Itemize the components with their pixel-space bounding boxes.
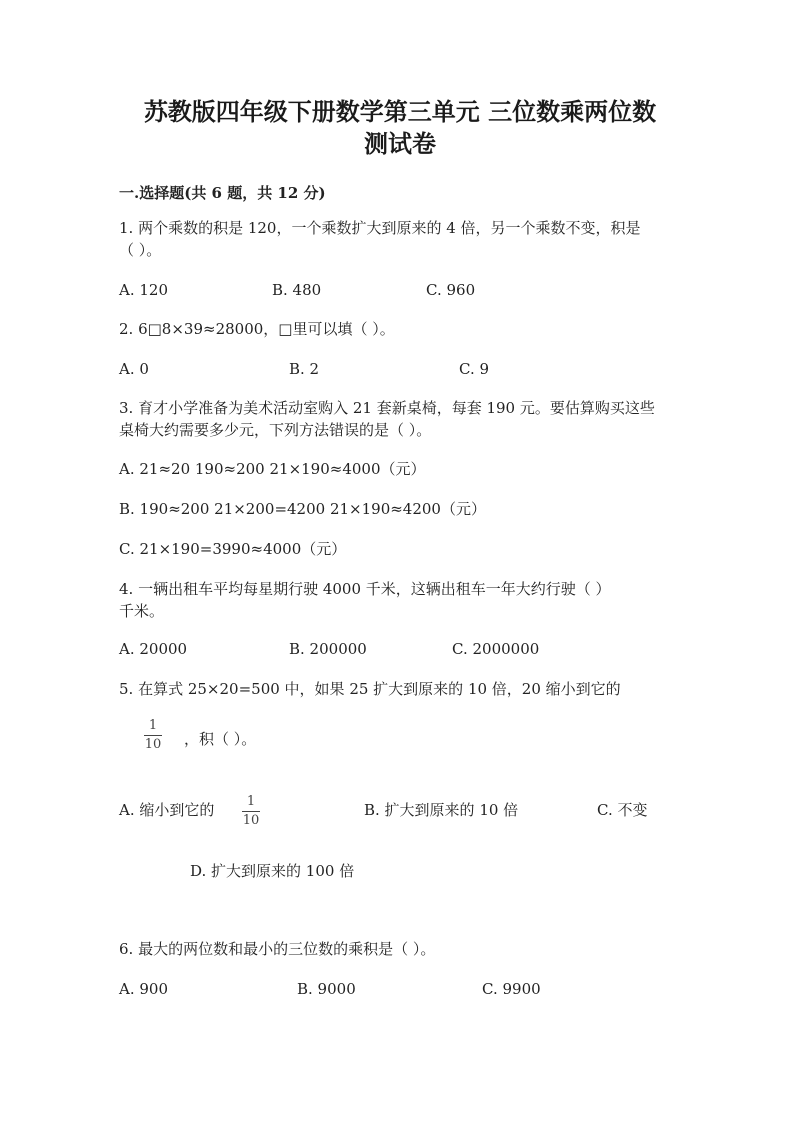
q6-option-a[interactable]: A. 900 <box>119 980 168 998</box>
q5-fraction-numerator: 1 <box>148 718 158 733</box>
section-heading: 一.选择题(共 6 题，共 12 分) <box>119 184 326 202</box>
q6-stem: 6. 最大的两位数和最小的三位数的乘积是（ ）。 <box>119 940 436 958</box>
q1-stem-line-1: 1. 两个乘数的积是 120，一个乘数扩大到原来的 4 倍，另一个乘数不变，积是 <box>119 219 641 237</box>
q6-option-c[interactable]: C. 9900 <box>482 980 541 998</box>
q2-option-c[interactable]: C. 9 <box>459 360 490 378</box>
title-line-2: 测试卷 <box>364 129 436 158</box>
q1-option-c[interactable]: C. 960 <box>426 281 476 299</box>
q2-option-b[interactable]: B. 2 <box>289 360 320 378</box>
q5-option-a-denominator: 10 <box>242 813 260 828</box>
q3-stem-line-2: 桌椅大约需要多少元，下列方法错误的是（ ）。 <box>119 421 432 439</box>
title-line-1: 苏教版四年级下册数学第三单元 三位数乘两位数 <box>143 97 657 126</box>
q5-stem-line-2: ，积（ ）。 <box>184 730 257 748</box>
q4-option-a[interactable]: A. 20000 <box>119 640 188 658</box>
q1-option-b[interactable]: B. 480 <box>272 281 322 299</box>
q4-stem-line-2: 千米。 <box>119 602 165 620</box>
q5-option-a-label: A. 缩小到它的 <box>119 801 215 819</box>
q5-fraction <box>144 718 162 753</box>
q5-option-d[interactable]: D. 扩大到原来的 100 倍 <box>190 862 355 880</box>
fraction-bar <box>144 735 162 736</box>
q2-option-a[interactable]: A. 0 <box>119 360 149 378</box>
q1-stem-line-2: （ ）。 <box>119 241 162 259</box>
q5-option-a[interactable] <box>119 799 214 821</box>
q1-option-a[interactable]: A. 120 <box>119 281 168 299</box>
q5-option-a-numerator: 1 <box>246 794 256 809</box>
q3-option-b[interactable]: B. 190≈200 21×200=4200 21×190≈4200（元） <box>119 500 486 518</box>
q3-option-c[interactable]: C. 21×190=3990≈4000（元） <box>119 540 347 558</box>
q4-stem-line-1: 4. 一辆出租车平均每星期行驶 4000 千米，这辆出租车一年大约行驶（ ） <box>119 580 611 598</box>
q3-option-a[interactable]: A. 21≈20 190≈200 21×190≈4000（元） <box>119 460 426 478</box>
q5-stem-line-1: 5. 在算式 25×20=500 中，如果 25 扩大到原来的 10 倍，20 缩小到它的 <box>119 680 621 698</box>
q5-fraction-denominator: 10 <box>144 737 162 752</box>
q4-option-b[interactable]: B. 200000 <box>289 640 367 658</box>
q5-option-a-fraction <box>242 794 260 829</box>
q5-option-c[interactable]: C. 不变 <box>597 801 648 819</box>
q6-option-b[interactable]: B. 9000 <box>297 980 356 998</box>
fraction-bar <box>242 811 260 812</box>
q4-option-c[interactable]: C. 2000000 <box>452 640 540 658</box>
q3-stem-line-1: 3. 育才小学准备为美术活动室购入 21 套新桌椅，每套 190 元。要估算购买这些 <box>119 399 655 417</box>
q2-stem: 2. 6□8×39≈28000，□里可以填（ ）。 <box>119 320 395 338</box>
q5-option-b[interactable]: B. 扩大到原来的 10 倍 <box>364 801 519 819</box>
